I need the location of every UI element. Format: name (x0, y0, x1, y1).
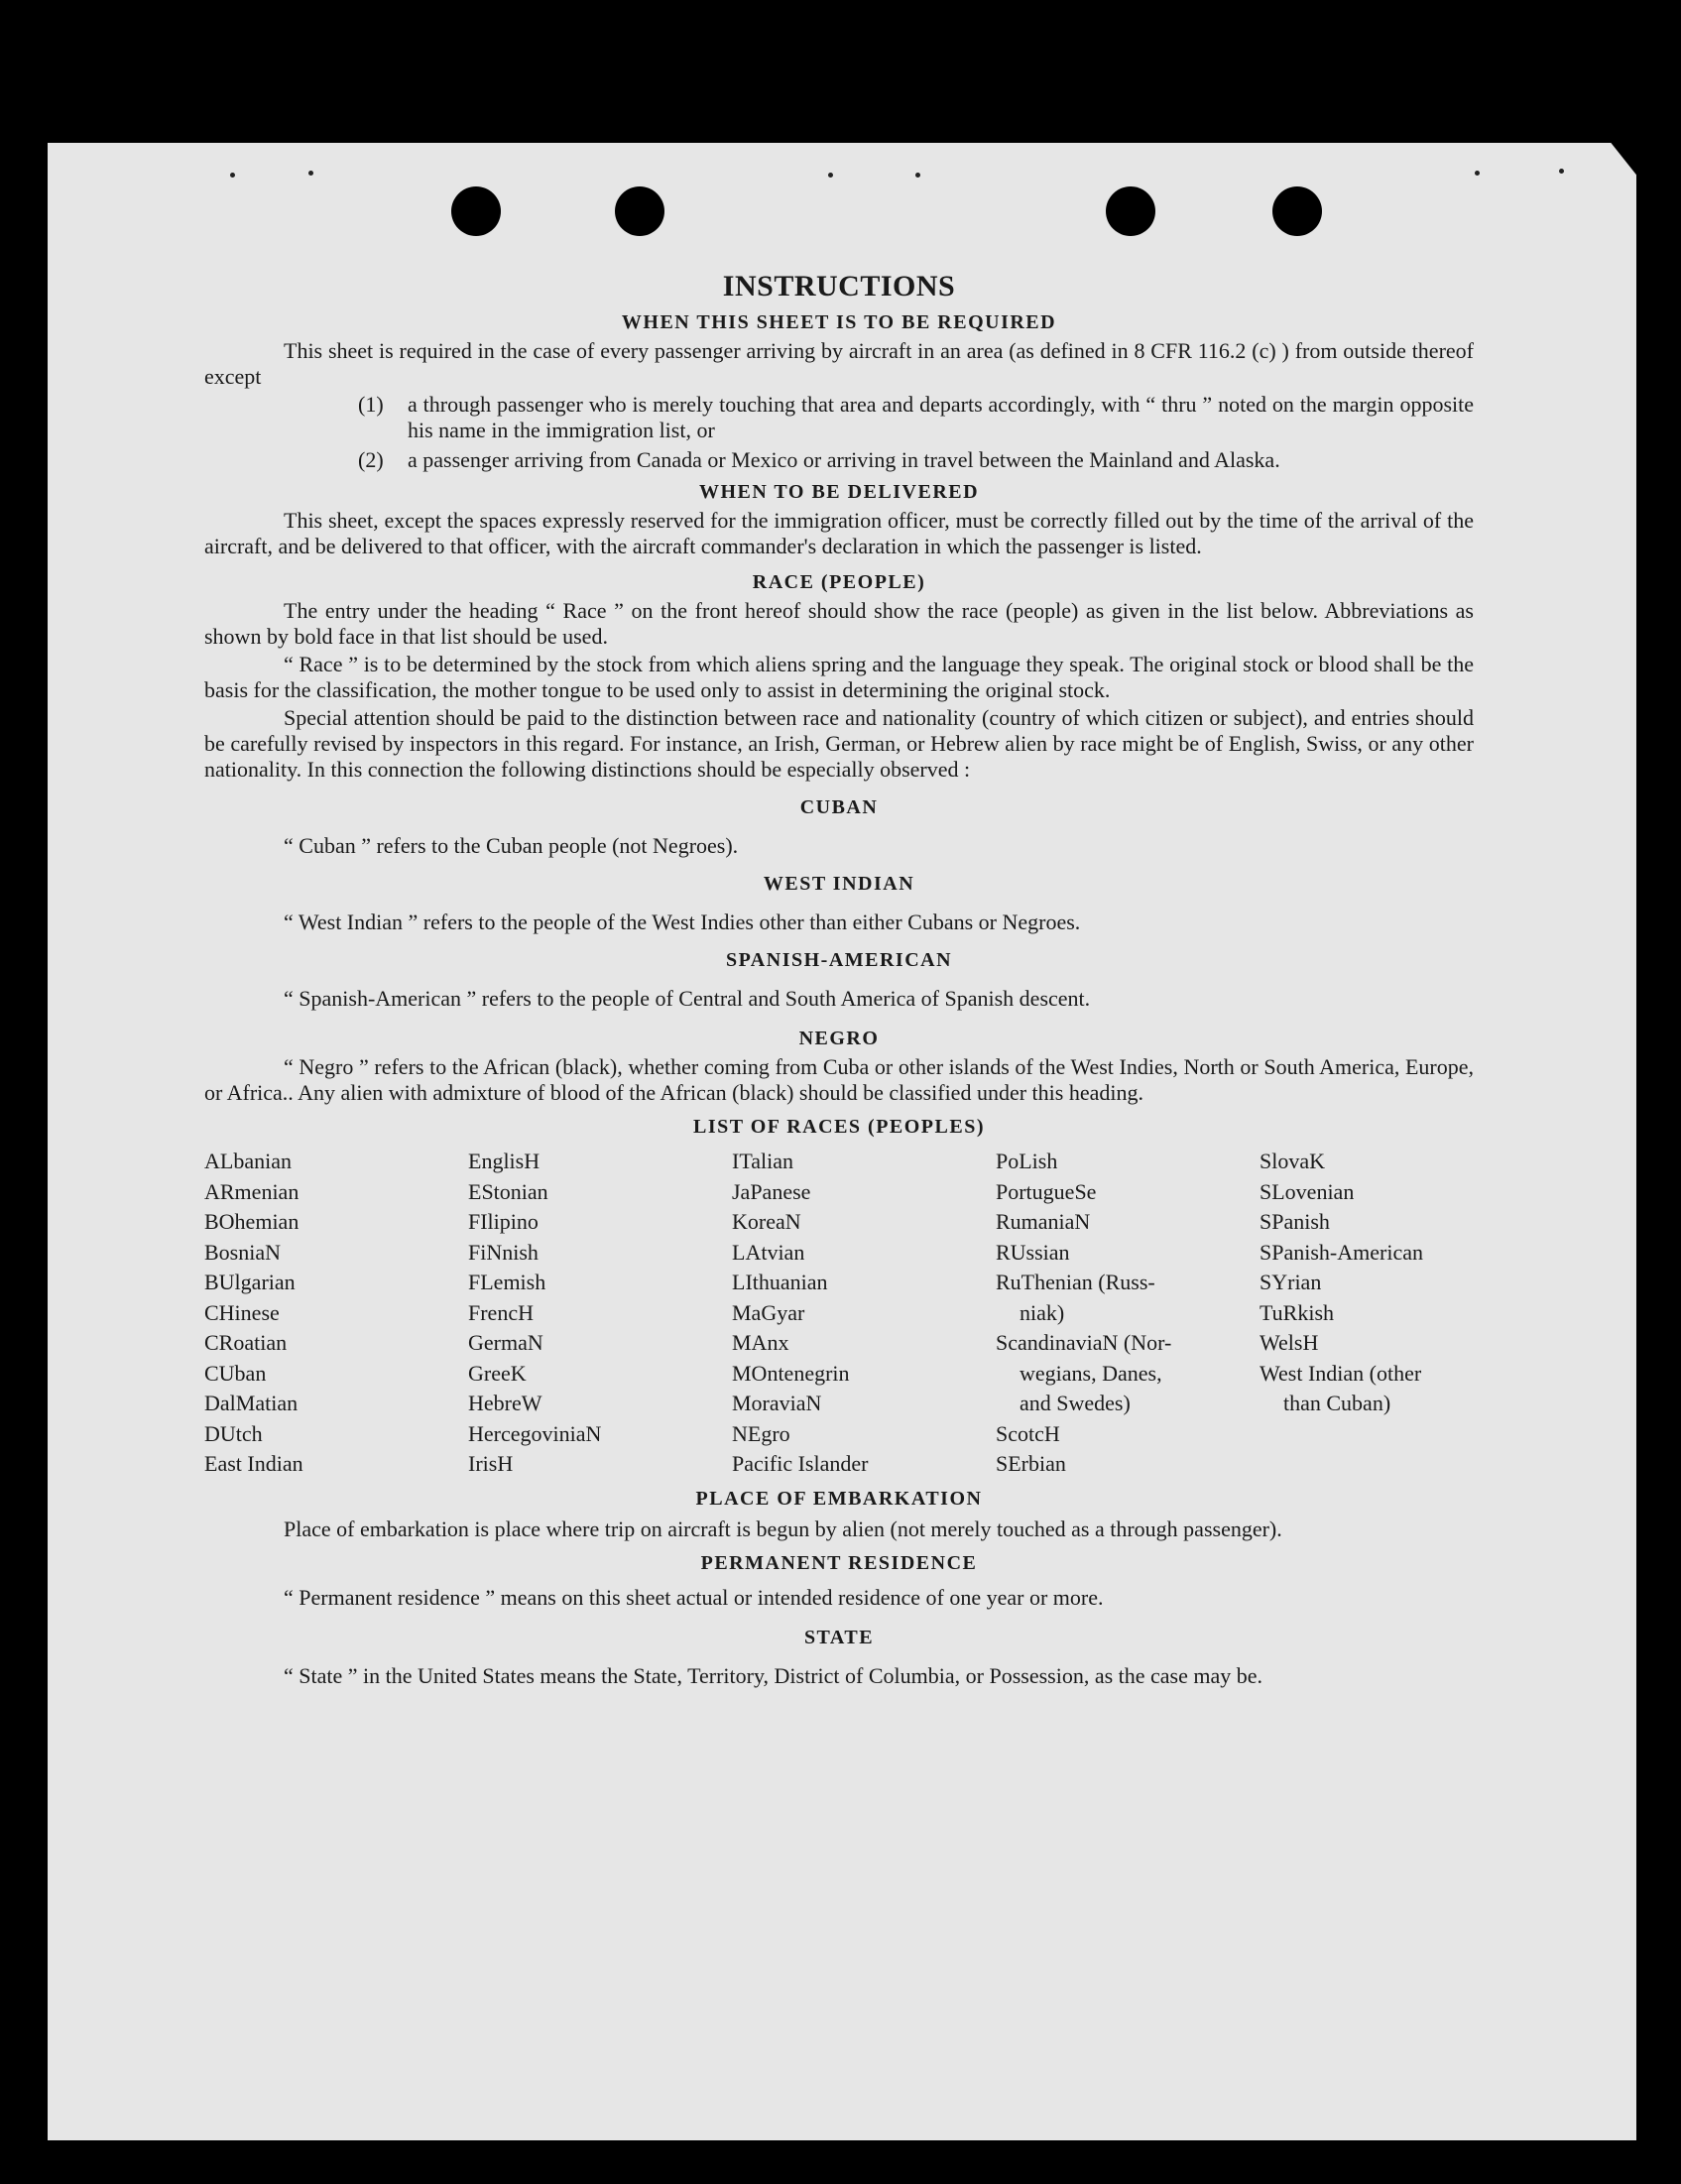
heading-cuban: CUBAN (799, 796, 879, 818)
race-entry: RumaniaN (996, 1209, 1091, 1234)
race-entry: ALbanian (204, 1149, 292, 1173)
punch-hole (451, 186, 501, 236)
spanish-american-definition: “ Spanish-American ” refers to the people of Central and South America of Spanish descent. (284, 986, 1091, 1011)
race-entry: SPanish-American (1260, 1239, 1423, 1265)
race-entry: KoreaN (732, 1209, 801, 1234)
list-item (358, 392, 1474, 443)
race-entry: SYrian (1260, 1270, 1322, 1294)
race-entry: ScandinaviaN (Nor- (996, 1330, 1172, 1355)
punch-hole (615, 186, 664, 236)
race-entry-continuation: than Cuban) (1283, 1391, 1391, 1415)
race-entry: JaPanese (732, 1178, 811, 1204)
race-entry: IrisH (468, 1451, 514, 1476)
races-column (732, 1147, 996, 1480)
residence-text: “ Permanent residence ” means on this sheet actual or intended residence of one year or more. (284, 1584, 1104, 1610)
race-entry: CUban (204, 1360, 267, 1386)
race-entry: TuRkish (1260, 1299, 1335, 1325)
speck (230, 173, 235, 178)
race-entry: West Indian (other (1260, 1360, 1422, 1386)
delivered-text: This sheet, except the spaces expressly reserved for the immigration officer, must be correctly filled out by the time of the arrival of the aircraft, and be delivered to that officer, with the aircraft commander's declaration in which the passenger is listed. (204, 508, 1474, 558)
race-entry: RuThenian (Russ- (996, 1270, 1155, 1294)
race-entry: PoLish (996, 1149, 1058, 1173)
heading-race: RACE (PEOPLE) (752, 571, 926, 593)
speck (1475, 171, 1480, 176)
race-entry: BUlgarian (204, 1270, 296, 1294)
negro-definition: “ Negro ” refers to the African (black), whether coming from Cuba or other islands of the West Indies, North or South America, Europe, or Africa.. Any alien with admixture of blood of the African (black) should be classified under this heading. (204, 1054, 1474, 1105)
races-table (204, 1147, 1474, 1480)
heading-embarkation: PLACE OF EMBARKATION (695, 1487, 983, 1510)
item-number: (1) (358, 392, 384, 417)
race-entry: FrencH (468, 1299, 534, 1325)
document-title: INSTRUCTIONS (722, 270, 956, 303)
heading-when-required: WHEN THIS SHEET IS TO BE REQUIRED (621, 311, 1057, 333)
race-entry: ScotcH (996, 1420, 1060, 1446)
races-column (1260, 1147, 1474, 1480)
embarkation-text: Place of embarkation is place where trip on aircraft is begun by alien (not merely touched as a through passenger). (284, 1516, 1282, 1541)
race-entry: GreeK (468, 1360, 527, 1386)
race-entry: FLemish (468, 1270, 546, 1294)
race-entry: LIthuanian (732, 1270, 828, 1294)
race-entry: MaGyar (732, 1299, 805, 1325)
race-entry: Pacific Islander (732, 1451, 869, 1476)
race-entry: ARmenian (204, 1178, 300, 1204)
race-entry-continuation: and Swedes) (1020, 1391, 1131, 1415)
race-entry: HercegoviniaN (468, 1420, 602, 1446)
race-entry: HebreW (468, 1391, 542, 1415)
speck (1559, 169, 1564, 174)
heading-permanent-residence: PERMANENT RESIDENCE (700, 1551, 978, 1574)
heading-list-of-races: LIST OF RACES (PEOPLES) (692, 1116, 985, 1138)
race-paragraph-2: “ Race ” is to be determined by the stock from which aliens spring and the language they speak. The original stock or blood shall be the basis for the classification, the mother tongue to be used only to assist in determining the original stock. (204, 652, 1474, 702)
punch-hole (1272, 186, 1322, 236)
race-entry: SPanish (1260, 1209, 1330, 1234)
race-entry: FIlipino (468, 1209, 539, 1234)
race-entry: East Indian (204, 1451, 303, 1476)
speck (915, 173, 920, 178)
race-entry: FiNnish (468, 1239, 539, 1265)
speck (828, 173, 833, 178)
cuban-definition: “ Cuban ” refers to the Cuban people (not Negroes). (284, 833, 739, 858)
speck (308, 171, 313, 176)
race-entry: DalMatian (204, 1391, 299, 1415)
race-entry: SLovenian (1260, 1178, 1355, 1204)
race-entry: BosniaN (204, 1239, 281, 1265)
item-number: (2) (358, 447, 384, 472)
heading-when-delivered: WHEN TO BE DELIVERED (698, 481, 980, 503)
item-text: a passenger arriving from Canada or Mexico or arriving in travel between the Mainland and Alaska. (408, 447, 1280, 472)
state-text: “ State ” in the United States means the State, Territory, District of Columbia, or Possession, as the case may be. (284, 1662, 1263, 1688)
race-entry-continuation: niak) (1020, 1299, 1065, 1325)
race-entry: ITalian (732, 1149, 793, 1173)
west-indian-definition: “ West Indian ” refers to the people of the West Indies other than either Cubans or Negroes. (284, 910, 1081, 934)
required-intro: This sheet is required in the case of every passenger arriving by aircraft in an area (as defined in 8 CFR 116.2 (c) ) from outside thereof except (204, 338, 1474, 389)
race-entry: RUssian (996, 1239, 1070, 1265)
race-paragraph-1: The entry under the heading “ Race ” on the front hereof should show the race (people) as given in the list below. Abbreviations as shown by bold face in that list should be used. (204, 598, 1474, 649)
race-entry: SErbian (996, 1451, 1066, 1476)
race-entry: BOhemian (204, 1209, 300, 1234)
race-entry: WelsH (1260, 1330, 1319, 1355)
heading-negro: NEGRO (798, 1028, 880, 1049)
heading-state: STATE (803, 1626, 875, 1648)
race-entry: LAtvian (732, 1239, 805, 1265)
race-entry-continuation: wegians, Danes, (1020, 1360, 1162, 1386)
race-entry: MOntenegrin (732, 1360, 850, 1386)
race-entry: MAnx (732, 1330, 789, 1355)
punch-hole (1106, 186, 1155, 236)
races-column (204, 1147, 468, 1480)
list-item (358, 447, 1474, 473)
race-entry: MoraviaN (732, 1391, 822, 1415)
race-paragraph-3: Special attention should be paid to the distinction between race and nationality (country of which citizen or subject), and entries should be carefully revised by inspectors in this regard. For instance, an Irish, German, or Hebrew alien by race might be of English, Swiss, or any other nationality. In this connection the following distinctions should be especially observed : (204, 705, 1474, 782)
heading-west-indian: WEST INDIAN (763, 873, 915, 895)
races-column (996, 1147, 1260, 1480)
races-column (468, 1147, 732, 1480)
race-entry: EnglisH (468, 1149, 540, 1173)
item-text: a through passenger who is merely touching that area and departs accordingly, with “ thru ” noted on the margin opposite his name in the immigration list, or (408, 392, 1474, 442)
race-entry: DUtch (204, 1420, 263, 1446)
race-entry: EStonian (468, 1178, 548, 1204)
race-entry: CHinese (204, 1299, 280, 1325)
instructions-body (204, 270, 1474, 1693)
race-entry: CRoatian (204, 1330, 288, 1355)
race-entry: NEgro (732, 1420, 790, 1446)
heading-spanish-american: SPANISH-AMERICAN (725, 949, 953, 971)
race-entry: SlovaK (1260, 1149, 1325, 1173)
race-entry: GermaN (468, 1330, 543, 1355)
race-entry: PortugueSe (996, 1178, 1097, 1204)
